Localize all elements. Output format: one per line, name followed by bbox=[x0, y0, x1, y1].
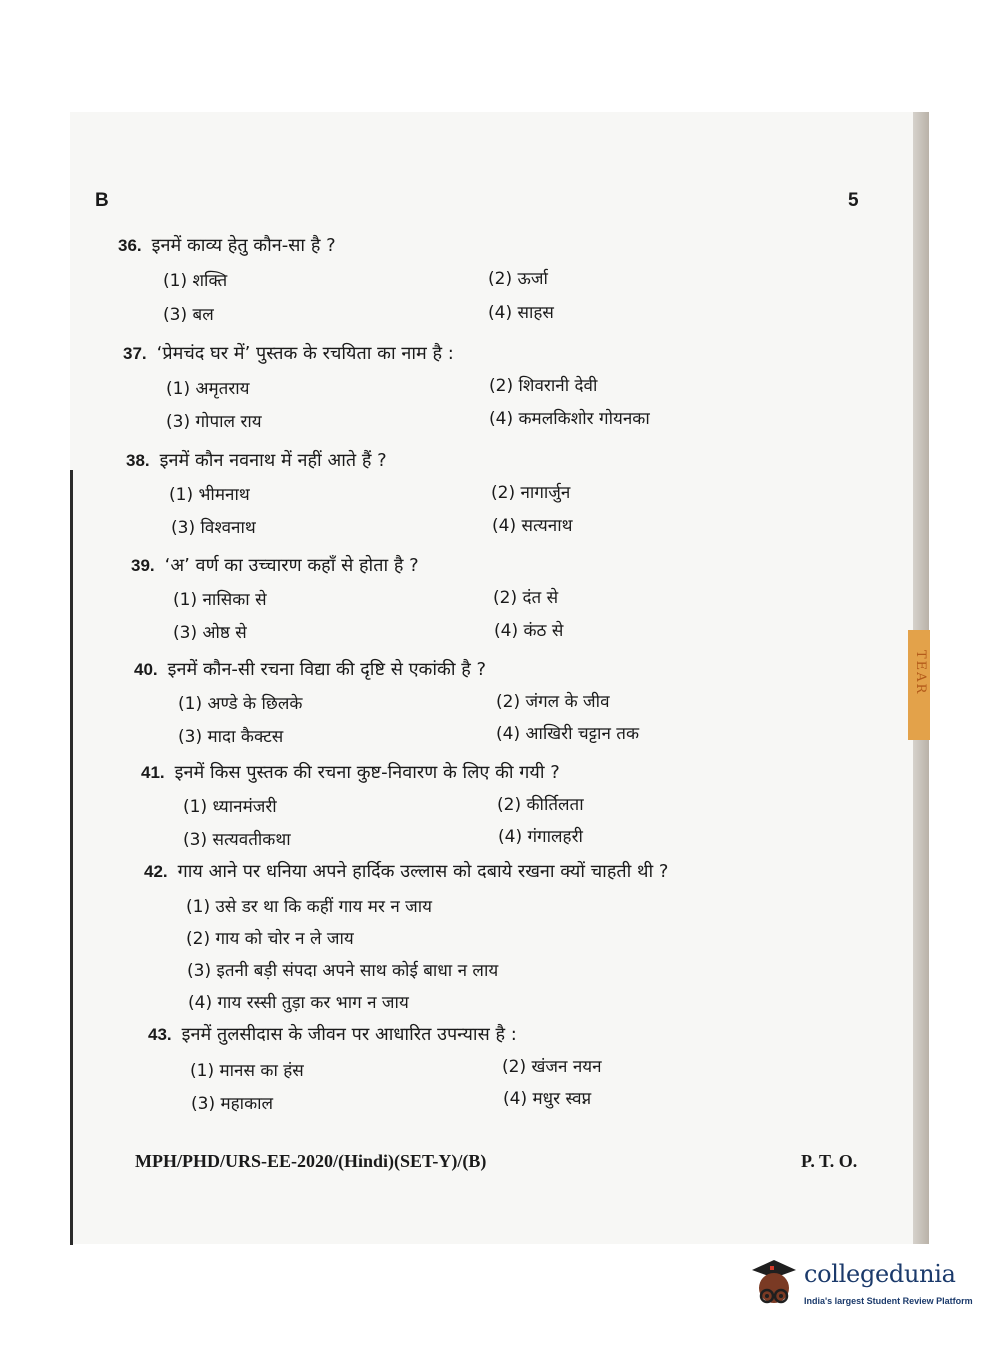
section-label: B bbox=[95, 190, 109, 211]
option-1: (1) उसे डर था कि कहीं गाय मर न जाय bbox=[186, 897, 433, 917]
option-2: (2) दंत से bbox=[493, 588, 559, 608]
option-3: (3) मादा कैक्टस bbox=[178, 727, 284, 747]
option-2: (2) जंगल के जीव bbox=[496, 692, 610, 712]
option-4: (4) गंगालहरी bbox=[498, 827, 583, 847]
collegedunia-watermark bbox=[744, 1252, 974, 1318]
option-4: (4) सत्यनाथ bbox=[492, 516, 573, 536]
question-38 bbox=[126, 448, 387, 472]
question-39 bbox=[131, 553, 419, 577]
side-tab-label: TEAR bbox=[913, 650, 928, 696]
side-tear-tab bbox=[908, 630, 930, 740]
question-43 bbox=[148, 1022, 517, 1046]
question-number: 36. bbox=[118, 236, 142, 255]
option-2: (2) खंजन नयन bbox=[502, 1057, 602, 1077]
question-number: 42. bbox=[144, 862, 168, 881]
question-text: ‘अ’ वर्ण का उच्चारण कहाँ से होता है ? bbox=[164, 555, 419, 576]
option-3: (3) विश्वनाथ bbox=[171, 518, 256, 538]
option-3: (3) महाकाल bbox=[191, 1094, 274, 1114]
option-4: (4) आखिरी चट्टान तक bbox=[496, 724, 640, 744]
option-3: (3) इतनी बड़ी संपदा अपने साथ कोई बाधा न लाय bbox=[187, 961, 499, 981]
question-text: इनमें किस पुस्तक की रचना कुष्ट-निवारण के लिए की गयी ? bbox=[174, 762, 560, 783]
option-1: (1) नासिका से bbox=[173, 590, 267, 610]
question-number: 37. bbox=[123, 344, 147, 363]
option-2: (2) ऊर्जा bbox=[488, 269, 548, 289]
option-2: (2) गाय को चोर न ले जाय bbox=[186, 929, 354, 949]
question-number: 38. bbox=[126, 451, 150, 470]
option-4: (4) साहस bbox=[488, 303, 554, 323]
option-1: (1) ध्यानमंजरी bbox=[183, 797, 277, 817]
option-1: (1) भीमनाथ bbox=[169, 485, 250, 505]
option-4: (4) मधुर स्वप्न bbox=[503, 1089, 592, 1109]
option-2: (2) कीर्तिलता bbox=[497, 795, 584, 815]
option-1: (1) मानस का हंस bbox=[190, 1061, 304, 1081]
page-number: 5 bbox=[848, 190, 859, 211]
question-number: 43. bbox=[148, 1025, 172, 1044]
question-text: इनमें काव्य हेतु कौन-सा है ? bbox=[151, 235, 336, 256]
option-3: (3) बल bbox=[163, 305, 214, 325]
question-36 bbox=[118, 233, 336, 257]
option-1: (1) अमृतराय bbox=[166, 379, 250, 399]
option-4: (4) कंठ से bbox=[494, 621, 564, 641]
question-number: 41. bbox=[141, 763, 165, 782]
option-2: (2) नागार्जुन bbox=[491, 483, 571, 503]
question-text: इनमें कौन नवनाथ में नहीं आते हैं ? bbox=[159, 450, 387, 471]
option-1: (1) अण्डे के छिलके bbox=[178, 694, 303, 714]
option-3: (3) ओष्ठ से bbox=[173, 623, 247, 643]
option-2: (2) शिवरानी देवी bbox=[489, 376, 598, 396]
pto-label: P. T. O. bbox=[801, 1151, 858, 1171]
question-37 bbox=[123, 341, 454, 365]
question-40 bbox=[134, 657, 486, 681]
question-text: इनमें कौन-सी रचना विद्या की दृष्टि से एकांकी है ? bbox=[167, 659, 487, 680]
option-3: (3) गोपाल राय bbox=[166, 412, 262, 432]
brand-name: collegedunia bbox=[804, 1260, 956, 1288]
brand-tagline: India's largest Student Review Platform bbox=[804, 1296, 973, 1306]
question-text: गाय आने पर धनिया अपने हार्दिक उल्लास को दबाये रखना क्यों चाहती थी ? bbox=[177, 861, 669, 882]
question-text: ‘प्रेमचंद घर में’ पुस्तक के रचयिता का नाम है : bbox=[156, 343, 454, 364]
option-1: (1) शक्ति bbox=[163, 271, 228, 291]
question-text: इनमें तुलसीदास के जीवन पर आधारित उपन्यास है : bbox=[181, 1024, 517, 1045]
paper-code: MPH/PHD/URS-EE-2020/(Hindi)(SET-Y)/(B) bbox=[135, 1151, 487, 1171]
left-margin-line bbox=[70, 470, 73, 1245]
option-4: (4) गाय रस्सी तुड़ा कर भाग न जाय bbox=[188, 993, 409, 1013]
question-number: 40. bbox=[134, 660, 158, 679]
option-4: (4) कमलकिशोर गोयनका bbox=[489, 409, 650, 429]
question-41 bbox=[141, 760, 560, 784]
mascot-logo-icon bbox=[744, 1256, 800, 1312]
question-42 bbox=[144, 859, 668, 883]
option-3: (3) सत्यवतीकथा bbox=[183, 830, 291, 850]
question-number: 39. bbox=[131, 556, 155, 575]
